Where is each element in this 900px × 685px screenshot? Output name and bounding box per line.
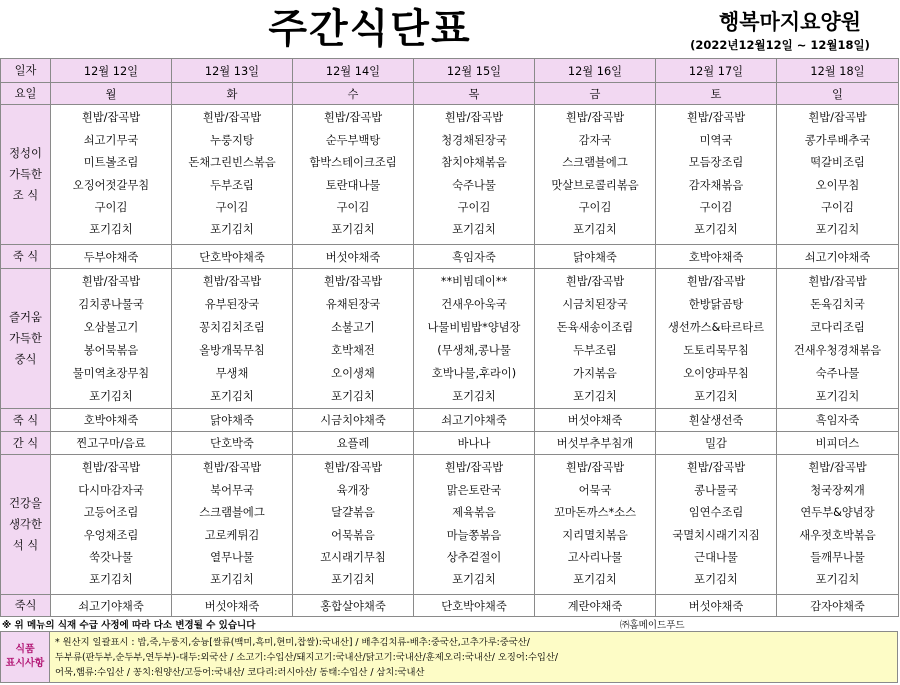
menu-item: 쇠고기무국 <box>83 133 139 147</box>
lunch-cell <box>535 269 656 409</box>
menu-item: 청경채된장국 <box>441 133 507 147</box>
menu-item: 참치야채볶음 <box>441 156 507 170</box>
menu-item: 들깨무나물 <box>810 550 865 564</box>
menu-item: 흰밥/잡곡밥 <box>808 274 867 288</box>
snack-cell: 단호박죽 <box>172 432 293 455</box>
lunch-menu-list <box>293 270 413 408</box>
menu-item: 포기김치 <box>331 573 375 587</box>
menu-item: 흰밥/잡곡밥 <box>565 274 625 288</box>
snack-cell: 비피더스 <box>777 432 899 455</box>
menu-item: 상추겉절이 <box>446 550 502 564</box>
menu-item: 콩가루배추국 <box>804 133 871 147</box>
dinner-cell <box>51 455 172 595</box>
menu-item: 미역국 <box>699 133 733 147</box>
menu-item: 육개장 <box>336 483 370 497</box>
porridge2-row <box>1 409 899 432</box>
menu-item: 구이김 <box>578 200 612 214</box>
porridge3-cell: 계란야채죽 <box>535 595 656 617</box>
breakfast-menu-list <box>172 107 292 241</box>
menu-item: 감자채볶음 <box>688 178 744 192</box>
date-cell: 12월 14일 <box>293 59 414 83</box>
lunch-menu-list <box>414 270 534 408</box>
menu-item: 오이양파무침 <box>683 366 749 380</box>
menu-item: 봉어묵볶음 <box>83 343 139 357</box>
menu-item: 흰밥/잡곡밥 <box>808 111 867 125</box>
menu-item: 열무나물 <box>210 550 254 564</box>
lunch-cell <box>777 269 899 409</box>
menu-item: 모듬장조림 <box>688 156 744 170</box>
origin-line: 두부류(판두부,순두부,연두부)-대두:외국산 / 소고기:수입산/돼지고기:국내산/닭고기:국내산/훈제오리:국내산/ 오징어:수입산/ <box>55 652 559 663</box>
dinner-cell <box>293 455 414 595</box>
menu-item: 포기김치 <box>694 223 738 237</box>
porridge2-cell: 닭야채죽 <box>172 409 293 432</box>
porridge1-cell: 두부야채죽 <box>51 245 172 269</box>
date-cell: 12월 12일 <box>51 59 172 83</box>
menu-item: 다시마감자국 <box>78 483 144 497</box>
menu-item: 포기김치 <box>89 389 133 403</box>
page-title: 주간식단표 <box>268 6 472 52</box>
porridge1-cell: 흑임자죽 <box>414 245 535 269</box>
menu-item: 어묵국 <box>578 483 612 497</box>
menu-item: 고등어조림 <box>83 506 139 520</box>
porridge2-cell: 쇠고기야채죽 <box>414 409 535 432</box>
dinner-menu-list <box>51 457 171 591</box>
weekday-cell: 토 <box>656 83 777 105</box>
menu-item: 근대나물 <box>694 550 738 564</box>
row-label-dinner: 건강을 생각한 석 식 <box>1 455 51 595</box>
menu-item: 흰밥/잡곡밥 <box>444 111 504 125</box>
snack-row <box>1 432 899 455</box>
menu-item: 감자국 <box>578 133 612 147</box>
menu-item: 흰밥/잡곡밥 <box>323 111 383 125</box>
dinner-menu-list <box>656 457 776 591</box>
row-label-date: 일자 <box>1 59 51 83</box>
porridge3-cell: 버섯야채죽 <box>172 595 293 617</box>
menu-item: 건새우청경채볶음 <box>793 343 882 357</box>
date-cell: 12월 18일 <box>777 59 899 83</box>
weekday-cell: 월 <box>51 83 172 105</box>
menu-item: 흰밥/잡곡밥 <box>202 461 262 475</box>
menu-item: 소불고기 <box>331 320 375 334</box>
menu-item: (무생채,콩나물 <box>437 343 511 357</box>
menu-item: 구이김 <box>457 200 491 214</box>
lunch-cell <box>414 269 535 409</box>
menu-item: 어묵볶음 <box>331 528 375 542</box>
menu-item: 포기김치 <box>452 573 496 587</box>
origin-line: * 원산지 일괄표시 : 밥,죽,누룽지,숭늉[쌀류(백미,흑미,현미,찹쌀):국내산] / 배추김치류-배추:중국산,고추가루:중국산/ <box>55 637 530 648</box>
porridge3-cell: 버섯야채죽 <box>656 595 777 617</box>
dinner-menu-list <box>172 457 292 591</box>
menu-item: 돈채그린빈스볶음 <box>188 156 276 170</box>
menu-item: 꼬시래기무침 <box>320 550 386 564</box>
menu-item: 포기김치 <box>573 573 617 587</box>
breakfast-menu-list <box>293 107 413 241</box>
menu-item: 포기김치 <box>452 389 496 403</box>
lunch-menu-list <box>777 270 898 408</box>
menu-item: 포기김치 <box>210 223 254 237</box>
menu-item: 떡갈비조림 <box>810 156 865 170</box>
dinner-row <box>1 455 899 595</box>
menu-item: 포기김치 <box>331 223 375 237</box>
menu-item: 콩나물국 <box>694 483 738 497</box>
breakfast-row <box>1 105 899 245</box>
menu-item: 건새우아욱국 <box>441 297 507 311</box>
menu-item: **비빔데이** <box>440 274 508 288</box>
menu-item: 흰밥/잡곡밥 <box>323 461 383 475</box>
row-label-porridge3: 죽식 <box>1 595 51 617</box>
lunch-menu-list <box>535 270 655 408</box>
date-row <box>1 59 899 83</box>
menu-item: 두부조림 <box>210 178 254 192</box>
menu-item: 제육볶음 <box>452 506 496 520</box>
porridge3-cell: 단호박야채죽 <box>414 595 535 617</box>
menu-item: 꼬마돈까스*소스 <box>553 506 637 520</box>
menu-item: 호박채전 <box>331 343 375 357</box>
dinner-menu-list <box>535 457 655 591</box>
snack-cell: 바나나 <box>414 432 535 455</box>
breakfast-menu-list <box>656 107 776 241</box>
menu-period: (2022년12월12일 ~ 12월18일) <box>690 38 870 52</box>
lunch-cell <box>656 269 777 409</box>
menu-item: 흰밥/잡곡밥 <box>81 111 141 125</box>
menu-item: 포기김치 <box>573 223 617 237</box>
weekday-cell: 일 <box>777 83 899 105</box>
menu-item: 북어무국 <box>210 483 254 497</box>
menu-item: 구이김 <box>821 200 854 214</box>
menu-item: 생선까스&타르타르 <box>667 320 765 334</box>
menu-item: 포기김치 <box>694 573 738 587</box>
snack-cell: 밀감 <box>656 432 777 455</box>
porridge3-cell: 홍합살야채죽 <box>293 595 414 617</box>
menu-item: 구이김 <box>215 200 249 214</box>
porridge3-cell: 쇠고기야채죽 <box>51 595 172 617</box>
menu-item: 시금치된장국 <box>562 297 628 311</box>
menu-item: 호박나물,후라이) <box>431 366 517 380</box>
menu-item: 순두부백탕 <box>325 133 381 147</box>
origin-line: 어묵,햄류:수입산 / 꽁치:원양산/고등어:국내산/ 코다리:러시아산/ 동태:수입산 / 삼치:국내산 <box>55 667 425 678</box>
dinner-cell <box>414 455 535 595</box>
origin-info <box>55 635 893 680</box>
menu-item: 스크램블에그 <box>562 156 628 170</box>
menu-item: 구이김 <box>336 200 370 214</box>
menu-item: 돈육김치국 <box>810 297 865 311</box>
dinner-cell <box>777 455 899 595</box>
weekly-menu-table <box>0 58 899 617</box>
menu-item: 포기김치 <box>694 389 738 403</box>
weekday-row <box>1 83 899 105</box>
change-notice: ※ 위 메뉴의 식재 수급 사정에 따라 다소 변경될 수 있습니다 <box>2 620 256 631</box>
menu-item: 새우젓호박볶음 <box>799 528 876 542</box>
menu-item: 구이김 <box>94 200 128 214</box>
menu-item: 숙주나물 <box>452 178 496 192</box>
menu-item: 포기김치 <box>89 223 133 237</box>
menu-item: 국멸치시래기지짐 <box>672 528 760 542</box>
breakfast-menu-list <box>777 107 898 241</box>
menu-item: 유채된장국 <box>325 297 381 311</box>
menu-item: 흰밥/잡곡밥 <box>565 111 625 125</box>
breakfast-menu-list <box>51 107 171 241</box>
menu-item: 흰밥/잡곡밥 <box>686 461 746 475</box>
menu-item: 스크램블에그 <box>199 506 265 520</box>
menu-item: 흰밥/잡곡밥 <box>565 461 625 475</box>
menu-item: 달걀볶음 <box>331 506 375 520</box>
porridge1-cell: 쇠고기야채죽 <box>777 245 899 269</box>
lunch-menu-list <box>51 270 171 408</box>
menu-item: 숙주나물 <box>815 366 860 380</box>
menu-item: 도토리묵무침 <box>683 343 749 357</box>
menu-item: 흰밥/잡곡밥 <box>81 461 141 475</box>
menu-item: 포기김치 <box>452 223 496 237</box>
menu-item: 오이무침 <box>815 178 860 192</box>
menu-item: 포기김치 <box>815 223 860 237</box>
dinner-cell <box>535 455 656 595</box>
organization-name: 행복마지요양원 <box>718 10 861 34</box>
menu-item: 포기김치 <box>815 573 860 587</box>
porridge2-cell: 호박야채죽 <box>51 409 172 432</box>
menu-item: 오삼불고기 <box>83 320 139 334</box>
dinner-cell <box>172 455 293 595</box>
breakfast-menu-list <box>535 107 655 241</box>
food-labeling-label: 식품 표시사항 <box>1 632 50 682</box>
weekday-cell: 수 <box>293 83 414 105</box>
row-label-snack: 간 식 <box>1 432 51 455</box>
menu-item: 꽁치김치조림 <box>199 320 265 334</box>
menu-item: 고사리나물 <box>567 550 623 564</box>
date-cell: 12월 17일 <box>656 59 777 83</box>
menu-item: 구이김 <box>699 200 733 214</box>
breakfast-cell <box>777 105 899 245</box>
weekday-cell: 금 <box>535 83 656 105</box>
menu-item: 김치콩나물국 <box>78 297 144 311</box>
snack-cell: 찐고구마/음료 <box>51 432 172 455</box>
row-label-lunch: 즐거움 가득한 중식 <box>1 269 51 409</box>
breakfast-cell <box>656 105 777 245</box>
menu-item: 연두부&양념장 <box>800 506 875 520</box>
menu-item: 돈육새송이조림 <box>556 320 634 334</box>
menu-item: 흰밥/잡곡밥 <box>202 111 262 125</box>
menu-item: 흰밥/잡곡밥 <box>202 274 262 288</box>
dinner-menu-list <box>293 457 413 591</box>
menu-item: 오이생채 <box>331 366 375 380</box>
menu-item: 포기김치 <box>331 389 375 403</box>
company-name: ㈜홈메이드푸드 <box>620 620 685 631</box>
weekday-cell: 목 <box>414 83 535 105</box>
menu-item: 쑥갓나물 <box>89 550 133 564</box>
lunch-menu-list <box>656 270 776 408</box>
dinner-cell <box>656 455 777 595</box>
menu-item: 오징어젓갈무침 <box>72 178 150 192</box>
porridge1-cell: 호박야채죽 <box>656 245 777 269</box>
breakfast-cell <box>293 105 414 245</box>
porridge3-cell: 감자야채죽 <box>777 595 899 617</box>
menu-item: 유부된장국 <box>204 297 260 311</box>
menu-item: 임연수조림 <box>688 506 744 520</box>
breakfast-cell <box>535 105 656 245</box>
menu-item: 물미역초장무침 <box>72 366 150 380</box>
menu-item: 올방개묵무침 <box>199 343 265 357</box>
menu-item: 토란대나물 <box>325 178 381 192</box>
food-labeling-box <box>0 631 898 683</box>
porridge2-cell: 흰살생선죽 <box>656 409 777 432</box>
menu-item: 흰밥/잡곡밥 <box>686 274 746 288</box>
menu-item: 흰밥/잡곡밥 <box>444 461 504 475</box>
menu-item: 흰밥/잡곡밥 <box>686 111 746 125</box>
snack-cell: 요플레 <box>293 432 414 455</box>
weekday-cell: 화 <box>172 83 293 105</box>
menu-item: 우엉채조림 <box>83 528 139 542</box>
porridge1-row <box>1 245 899 269</box>
breakfast-menu-list <box>414 107 534 241</box>
menu-item: 맑은토란국 <box>446 483 502 497</box>
dinner-menu-list <box>777 457 898 591</box>
porridge1-cell: 버섯야채죽 <box>293 245 414 269</box>
menu-item: 코다리조림 <box>810 320 865 334</box>
lunch-cell <box>51 269 172 409</box>
row-label-breakfast: 정성이 가득한 조 식 <box>1 105 51 245</box>
dinner-menu-list <box>414 457 534 591</box>
menu-item: 지리멸치볶음 <box>562 528 628 542</box>
menu-item: 두부조림 <box>573 343 617 357</box>
menu-item: 흰밥/잡곡밥 <box>808 461 867 475</box>
menu-item: 포기김치 <box>89 573 133 587</box>
menu-item: 포기김치 <box>210 389 254 403</box>
menu-item: 미트볼조림 <box>83 156 139 170</box>
porridge2-cell: 시금치야채죽 <box>293 409 414 432</box>
date-cell: 12월 16일 <box>535 59 656 83</box>
menu-item: 무생채 <box>215 366 249 380</box>
date-cell: 12월 13일 <box>172 59 293 83</box>
lunch-cell <box>172 269 293 409</box>
menu-item: 나물비빔밥*양념장 <box>427 320 521 334</box>
row-label-weekday: 요일 <box>1 83 51 105</box>
row-label-porridge2: 죽 식 <box>1 409 51 432</box>
menu-item: 청국장찌개 <box>810 483 865 497</box>
menu-item: 흰밥/잡곡밥 <box>81 274 141 288</box>
breakfast-cell <box>414 105 535 245</box>
date-cell: 12월 15일 <box>414 59 535 83</box>
porridge1-cell: 단호박야채죽 <box>172 245 293 269</box>
breakfast-cell <box>51 105 172 245</box>
menu-item: 포기김치 <box>210 573 254 587</box>
porridge1-cell: 닭야채죽 <box>535 245 656 269</box>
menu-item: 누룽지탕 <box>210 133 254 147</box>
menu-item: 한방닭곰탕 <box>688 297 744 311</box>
porridge3-row <box>1 595 899 617</box>
menu-item: 함박스테이크조림 <box>309 156 397 170</box>
row-label-porridge1: 죽 식 <box>1 245 51 269</box>
lunch-cell <box>293 269 414 409</box>
snack-cell: 버섯부추부침개 <box>535 432 656 455</box>
lunch-menu-list <box>172 270 292 408</box>
menu-item: 마늘쫑볶음 <box>446 528 502 542</box>
menu-item: 고로케튀김 <box>204 528 260 542</box>
porridge2-cell: 버섯야채죽 <box>535 409 656 432</box>
porridge2-cell: 흑임자죽 <box>777 409 899 432</box>
menu-item: 흰밥/잡곡밥 <box>323 274 383 288</box>
lunch-row <box>1 269 899 409</box>
menu-item: 가지볶음 <box>573 366 617 380</box>
menu-item: 맛살브로콜리볶음 <box>551 178 639 192</box>
menu-item: 포기김치 <box>815 389 860 403</box>
menu-item: 포기김치 <box>573 389 617 403</box>
breakfast-cell <box>172 105 293 245</box>
